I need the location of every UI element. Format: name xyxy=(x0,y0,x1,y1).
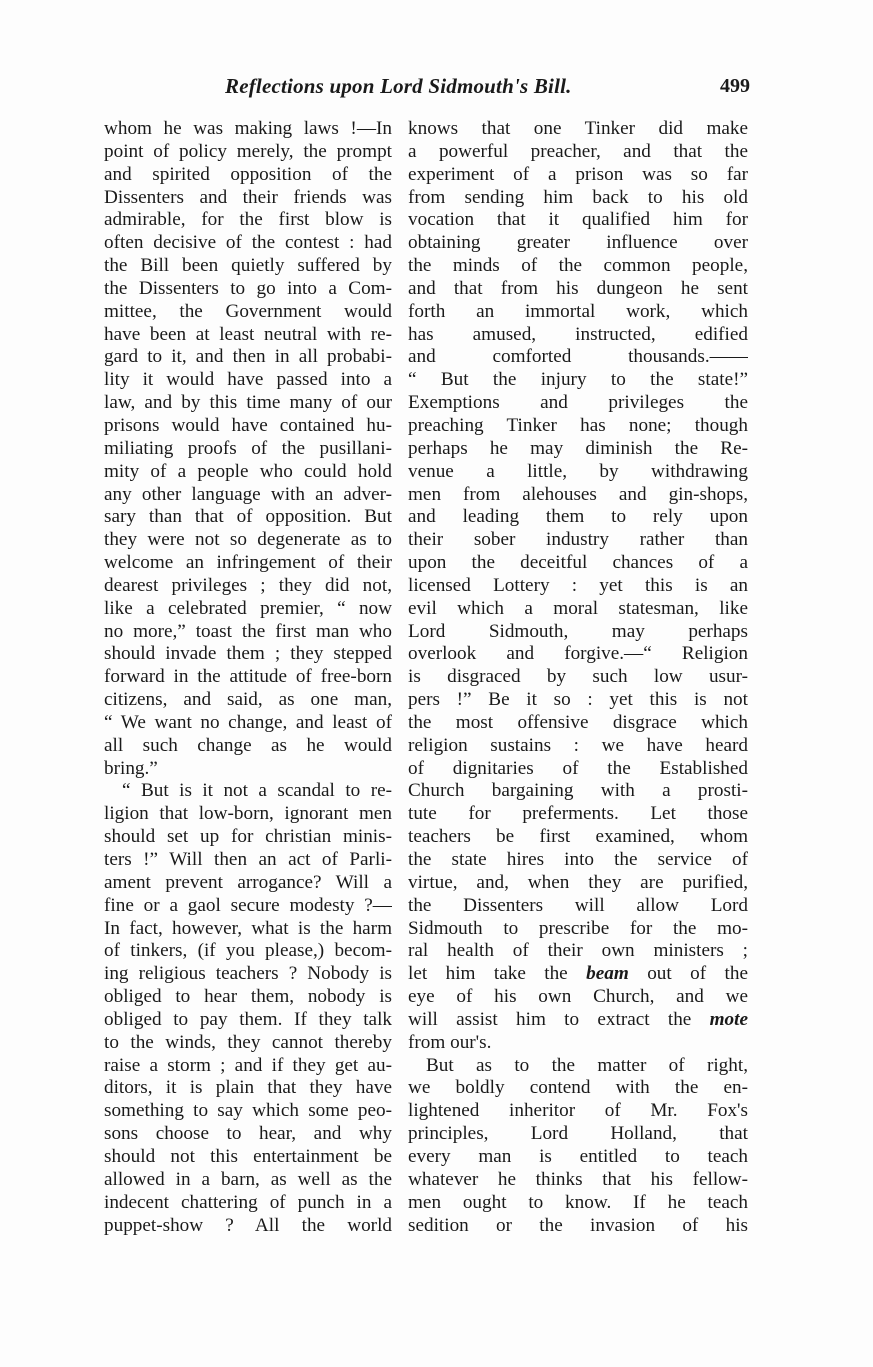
text-line: In fact, however, what is the harm xyxy=(104,917,392,939)
text-line: and that from his dungeon he sent xyxy=(408,277,748,299)
text-line: Sidmouth to prescribe for the mo- xyxy=(408,917,748,939)
text-line: obliged to hear them, nobody is xyxy=(104,986,392,1008)
text-line: allowed in a barn, as well as the xyxy=(104,1168,392,1190)
text-line: miliating proofs of the pusillani- xyxy=(104,437,392,459)
text-line: something to say which some peo- xyxy=(104,1100,392,1122)
text-line: has amused, instructed, edified xyxy=(408,323,748,345)
text-line: and spirited opposition of the xyxy=(104,163,392,185)
text-line: “ We want no change, and least of xyxy=(104,711,392,733)
text-line: of dignitaries of the Established xyxy=(408,757,748,779)
text-line: the most offensive disgrace which xyxy=(408,711,748,733)
text-line: Exemptions and privileges the xyxy=(408,392,748,414)
text-line: ditors, it is plain that they have xyxy=(104,1077,392,1099)
text-line: prisons would have contained hu- xyxy=(104,414,392,436)
text-line: the Dissenters to go into a Com- xyxy=(104,277,392,299)
text-line: their sober industry rather than xyxy=(408,529,748,551)
text-line: no more,” toast the first man who xyxy=(104,620,392,642)
italic-word: mote xyxy=(709,1008,748,1030)
text-line: puppet-show ? All the world xyxy=(104,1214,392,1236)
text-line: every man is entitled to teach xyxy=(408,1145,748,1167)
text-line: bring.” xyxy=(104,757,158,779)
text-column-left xyxy=(104,118,392,1237)
text-line: indecent chattering of punch in a xyxy=(104,1191,392,1213)
text-line: and comforted thousands.—— xyxy=(408,346,748,368)
text-line: like a celebrated premier, “ now xyxy=(104,597,392,619)
text-line: evil which a moral statesman, like xyxy=(408,597,748,619)
text-line: virtue, and, when they are purified, xyxy=(408,871,748,893)
text-line: ligion that low-born, ignorant men xyxy=(104,803,392,825)
text-line: the minds of the common people, xyxy=(408,255,748,277)
text-line: whom he was making laws !—In xyxy=(104,118,392,139)
text-line: should set up for christian minis- xyxy=(104,826,392,848)
text-line: Lord Sidmouth, may perhaps xyxy=(408,620,748,642)
text-line: admirable, for the first blow is xyxy=(104,209,392,231)
text-line: Dissenters and their friends was xyxy=(104,186,392,208)
text-line: should not this entertainment be xyxy=(104,1145,392,1167)
text-line: obtaining greater influence over xyxy=(408,232,748,254)
text-line: ral health of their own ministers ; xyxy=(408,940,748,962)
text-line: experiment of a prison was so far xyxy=(408,163,748,185)
text-line: upon the deceitful chances of a xyxy=(408,552,748,574)
text-line: lightened inheritor of Mr. Fox's xyxy=(408,1100,748,1122)
text-line: the Bill been quietly suffered by xyxy=(104,255,392,277)
text-line: have been at least neutral with re- xyxy=(104,323,392,345)
text-line: mity of a people who could hold xyxy=(104,460,392,482)
text-line: they were not so degenerate as to xyxy=(104,529,392,551)
text-line: any other language with an adver- xyxy=(104,483,392,505)
text-line: we boldly contend with the en- xyxy=(408,1077,748,1099)
text-line: will assist him to extract the mote xyxy=(408,1008,748,1030)
text-line: fine or a gaol secure modesty ?— xyxy=(104,894,392,916)
text-line: mittee, the Government would xyxy=(104,300,392,322)
running-title: Reflections upon Lord Sidmouth's Bill. xyxy=(225,74,572,98)
text-line: pers !” Be it so : yet this is not xyxy=(408,689,748,711)
text-line: to the winds, they cannot thereby xyxy=(104,1031,392,1053)
text-line: raise a storm ; and if they get au- xyxy=(104,1054,392,1076)
text-line: forth an immortal work, which xyxy=(408,300,748,322)
text-line: point of policy merely, the prompt xyxy=(104,140,392,162)
text-line: all such change as he would xyxy=(104,734,392,756)
italic-word: beam xyxy=(586,963,629,985)
text-line: the Dissenters will allow Lord xyxy=(408,894,748,916)
text-line: should invade them ; they stepped xyxy=(104,643,392,665)
text-line: citizens, and said, as one man, xyxy=(104,689,392,711)
text-line: and leading them to rely upon xyxy=(408,506,748,528)
text-line: vocation that it qualified him for xyxy=(408,209,748,231)
text-line: sons choose to hear, and why xyxy=(104,1123,392,1145)
page-number: 499 xyxy=(720,75,750,97)
text-line: religion sustains : we have heard xyxy=(408,734,748,756)
text-line: venue a little, by withdrawing xyxy=(408,460,748,482)
text-line: men ought to know. If he teach xyxy=(408,1191,748,1213)
text-line: “ But the injury to the state!” xyxy=(408,369,748,391)
text-line: the state hires into the service of xyxy=(408,849,748,870)
text-line: ing religious teachers ? Nobody is xyxy=(104,963,392,985)
running-header xyxy=(225,74,750,104)
text-line: lity it would have passed into a xyxy=(104,369,392,391)
text-line: sedition or the invasion of his xyxy=(408,1214,748,1236)
text-line: eye of his own Church, and we xyxy=(408,986,748,1008)
text-line: obliged to pay them. If they talk xyxy=(104,1008,392,1030)
text-line: welcome an infringement of their xyxy=(104,552,392,574)
text-line: principles, Lord Holland, that xyxy=(408,1123,748,1145)
text-line: often decisive of the contest : had xyxy=(104,232,392,254)
text-line: from our's. xyxy=(408,1031,492,1053)
text-line: But as to the matter of right, xyxy=(426,1054,748,1076)
text-line: Church bargaining with a prosti- xyxy=(408,780,748,802)
text-line: law, and by this time many of our xyxy=(104,392,392,414)
text-line: ament prevent arrogance? Will a xyxy=(104,871,392,893)
text-line: of tinkers, (if you please,) becom- xyxy=(104,940,392,962)
text-line: forward in the attitude of free-born xyxy=(104,666,392,688)
text-line: whatever he thinks that his fellow- xyxy=(408,1168,748,1190)
text-line: a powerful preacher, and that the xyxy=(408,140,748,162)
text-line: ters !” Will then an act of Parli- xyxy=(104,849,392,870)
text-line: is disgraced by such low usur- xyxy=(408,666,748,688)
text-line: sary than that of opposition. But xyxy=(104,506,392,528)
text-line: knows that one Tinker did make xyxy=(408,118,748,139)
text-line: men from alehouses and gin-shops, xyxy=(408,483,748,505)
text-line: tute for preferments. Let those xyxy=(408,803,748,825)
text-line: gard to it, and then in all probabi- xyxy=(104,346,392,368)
text-line: from sending him back to his old xyxy=(408,186,748,208)
text-line: teachers be first examined, whom xyxy=(408,826,748,848)
text-line: dearest privileges ; they did not, xyxy=(104,574,392,596)
text-line: perhaps he may diminish the Re- xyxy=(408,437,748,459)
text-line: let him take the beam out of the xyxy=(408,963,748,985)
text-line: licensed Lottery : yet this is an xyxy=(408,574,748,596)
text-column-right xyxy=(408,118,748,1237)
text-line: preaching Tinker has none; though xyxy=(408,414,748,436)
text-fragment: out of the xyxy=(628,963,748,985)
text-line: “ But is it not a scandal to re- xyxy=(122,780,392,802)
text-line: overlook and forgive.—“ Religion xyxy=(408,643,748,665)
